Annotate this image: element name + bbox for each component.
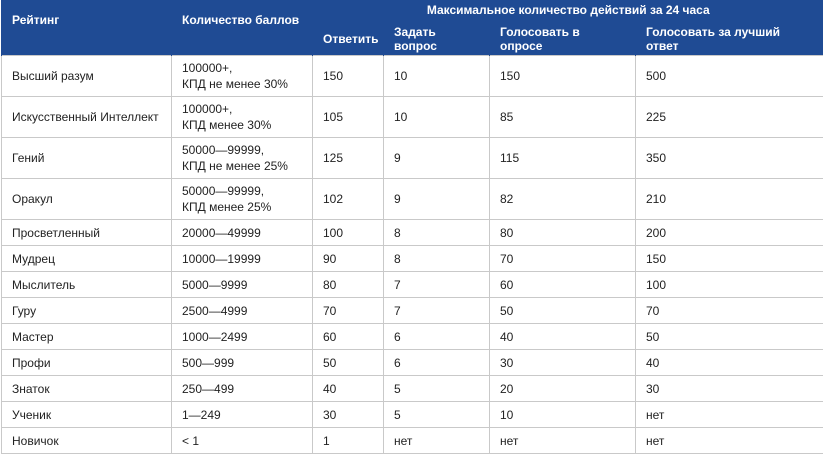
cell-points [172,350,313,376]
header-vote-poll: Голосовать в опросе [490,23,636,56]
header-max-actions: Максимальное количество действий за 24 часа [313,0,823,23]
table-row [2,350,823,376]
table-row [2,428,823,454]
header-points: Количество баллов [172,0,313,56]
cell-answer: 105 [313,97,384,138]
cell-vote-poll: 80 [490,220,636,246]
table-row [2,246,823,272]
points-condition: КПД менее 30% [182,118,272,132]
cell-vote-poll: 150 [490,56,636,97]
cell-ask: 10 [384,56,490,97]
cell-vote-poll: 82 [490,179,636,220]
points-range: 50000—99999, [182,143,265,157]
cell-ask: 7 [384,298,490,324]
cell-vote-poll: 10 [490,402,636,428]
cell-ask: 10 [384,97,490,138]
cell-rank: Мудрец [2,246,172,272]
points-range: 10000—19999 [182,251,261,266]
cell-vote-poll: 20 [490,376,636,402]
points-condition: КПД менее 25% [182,200,272,214]
cell-rank: Гений [2,138,172,179]
cell-ask: 5 [384,402,490,428]
cell-vote-best: 350 [636,138,823,179]
cell-rank: Просветленный [2,220,172,246]
table-row [2,138,823,179]
cell-ask: 8 [384,220,490,246]
points-range: 2500—4999 [182,303,248,318]
cell-answer: 102 [313,179,384,220]
table-header [2,0,823,56]
cell-answer: 70 [313,298,384,324]
cell-points [172,402,313,428]
cell-ask: 6 [384,350,490,376]
table-row [2,376,823,402]
points-range: 250—499 [182,381,235,396]
points-range: 1—249 [182,407,221,422]
cell-rank: Оракул [2,179,172,220]
cell-ask: 9 [384,138,490,179]
cell-points [172,324,313,350]
cell-answer: 150 [313,56,384,97]
cell-rank: Знаток [2,376,172,402]
cell-ask: 7 [384,272,490,298]
points-range: 20000—49999 [182,225,261,240]
cell-vote-best: 500 [636,56,823,97]
rank-table [1,0,823,454]
cell-answer: 30 [313,402,384,428]
points-range: 5000—9999 [182,277,248,292]
header-rating: Рейтинг [2,0,172,56]
cell-vote-best: нет [636,402,823,428]
cell-rank: Мастер [2,324,172,350]
cell-answer: 50 [313,350,384,376]
cell-rank: Профи [2,350,172,376]
cell-vote-best: 150 [636,246,823,272]
cell-points [172,272,313,298]
cell-ask: 8 [384,246,490,272]
header-ask: Задать вопрос [384,23,490,56]
table-row [2,272,823,298]
table-row [2,298,823,324]
table-row [2,97,823,138]
cell-vote-best: 50 [636,324,823,350]
cell-points [172,376,313,402]
cell-answer: 40 [313,376,384,402]
cell-answer: 1 [313,428,384,454]
cell-answer: 100 [313,220,384,246]
table-row [2,324,823,350]
points-range: 500—999 [182,355,235,370]
cell-vote-best: 225 [636,97,823,138]
points-range: 1000—2499 [182,329,248,344]
cell-points [172,138,313,179]
cell-vote-poll: 85 [490,97,636,138]
points-range: 50000—99999, [182,184,265,198]
cell-vote-poll: 60 [490,272,636,298]
cell-vote-poll: 40 [490,324,636,350]
cell-answer: 90 [313,246,384,272]
cell-ask: 9 [384,179,490,220]
cell-points [172,220,313,246]
cell-vote-poll: 115 [490,138,636,179]
points-range: 100000+, [182,61,233,75]
header-vote-best: Голосовать за лучший ответ [636,23,823,56]
table-row [2,179,823,220]
table-row [2,220,823,246]
cell-vote-best: 200 [636,220,823,246]
cell-vote-best: 70 [636,298,823,324]
cell-points [172,246,313,272]
cell-ask: 6 [384,324,490,350]
cell-points [172,428,313,454]
cell-answer: 125 [313,138,384,179]
cell-vote-poll: 70 [490,246,636,272]
cell-vote-poll: 30 [490,350,636,376]
cell-vote-best: 30 [636,376,823,402]
cell-vote-best: нет [636,428,823,454]
points-condition: КПД не менее 25% [182,159,288,173]
cell-points [172,97,313,138]
table-row [2,56,823,97]
header-answer: Ответить [313,23,384,56]
cell-answer: 80 [313,272,384,298]
cell-rank: Мыслитель [2,272,172,298]
cell-points [172,298,313,324]
cell-rank: Высший разум [2,56,172,97]
table-body [2,56,823,454]
cell-points [172,179,313,220]
cell-ask: 5 [384,376,490,402]
points-range: < 1 [182,433,200,448]
cell-rank: Гуру [2,298,172,324]
cell-vote-poll: нет [490,428,636,454]
points-condition: КПД не менее 30% [182,77,288,91]
table-row [2,402,823,428]
cell-vote-best: 210 [636,179,823,220]
cell-vote-best: 40 [636,350,823,376]
points-range: 100000+, [182,102,233,116]
cell-ask: нет [384,428,490,454]
cell-points [172,56,313,97]
cell-rank: Новичок [2,428,172,454]
cell-vote-best: 100 [636,272,823,298]
cell-vote-poll: 50 [490,298,636,324]
cell-answer: 60 [313,324,384,350]
cell-rank: Искусственный Интеллект [2,97,172,138]
cell-rank: Ученик [2,402,172,428]
